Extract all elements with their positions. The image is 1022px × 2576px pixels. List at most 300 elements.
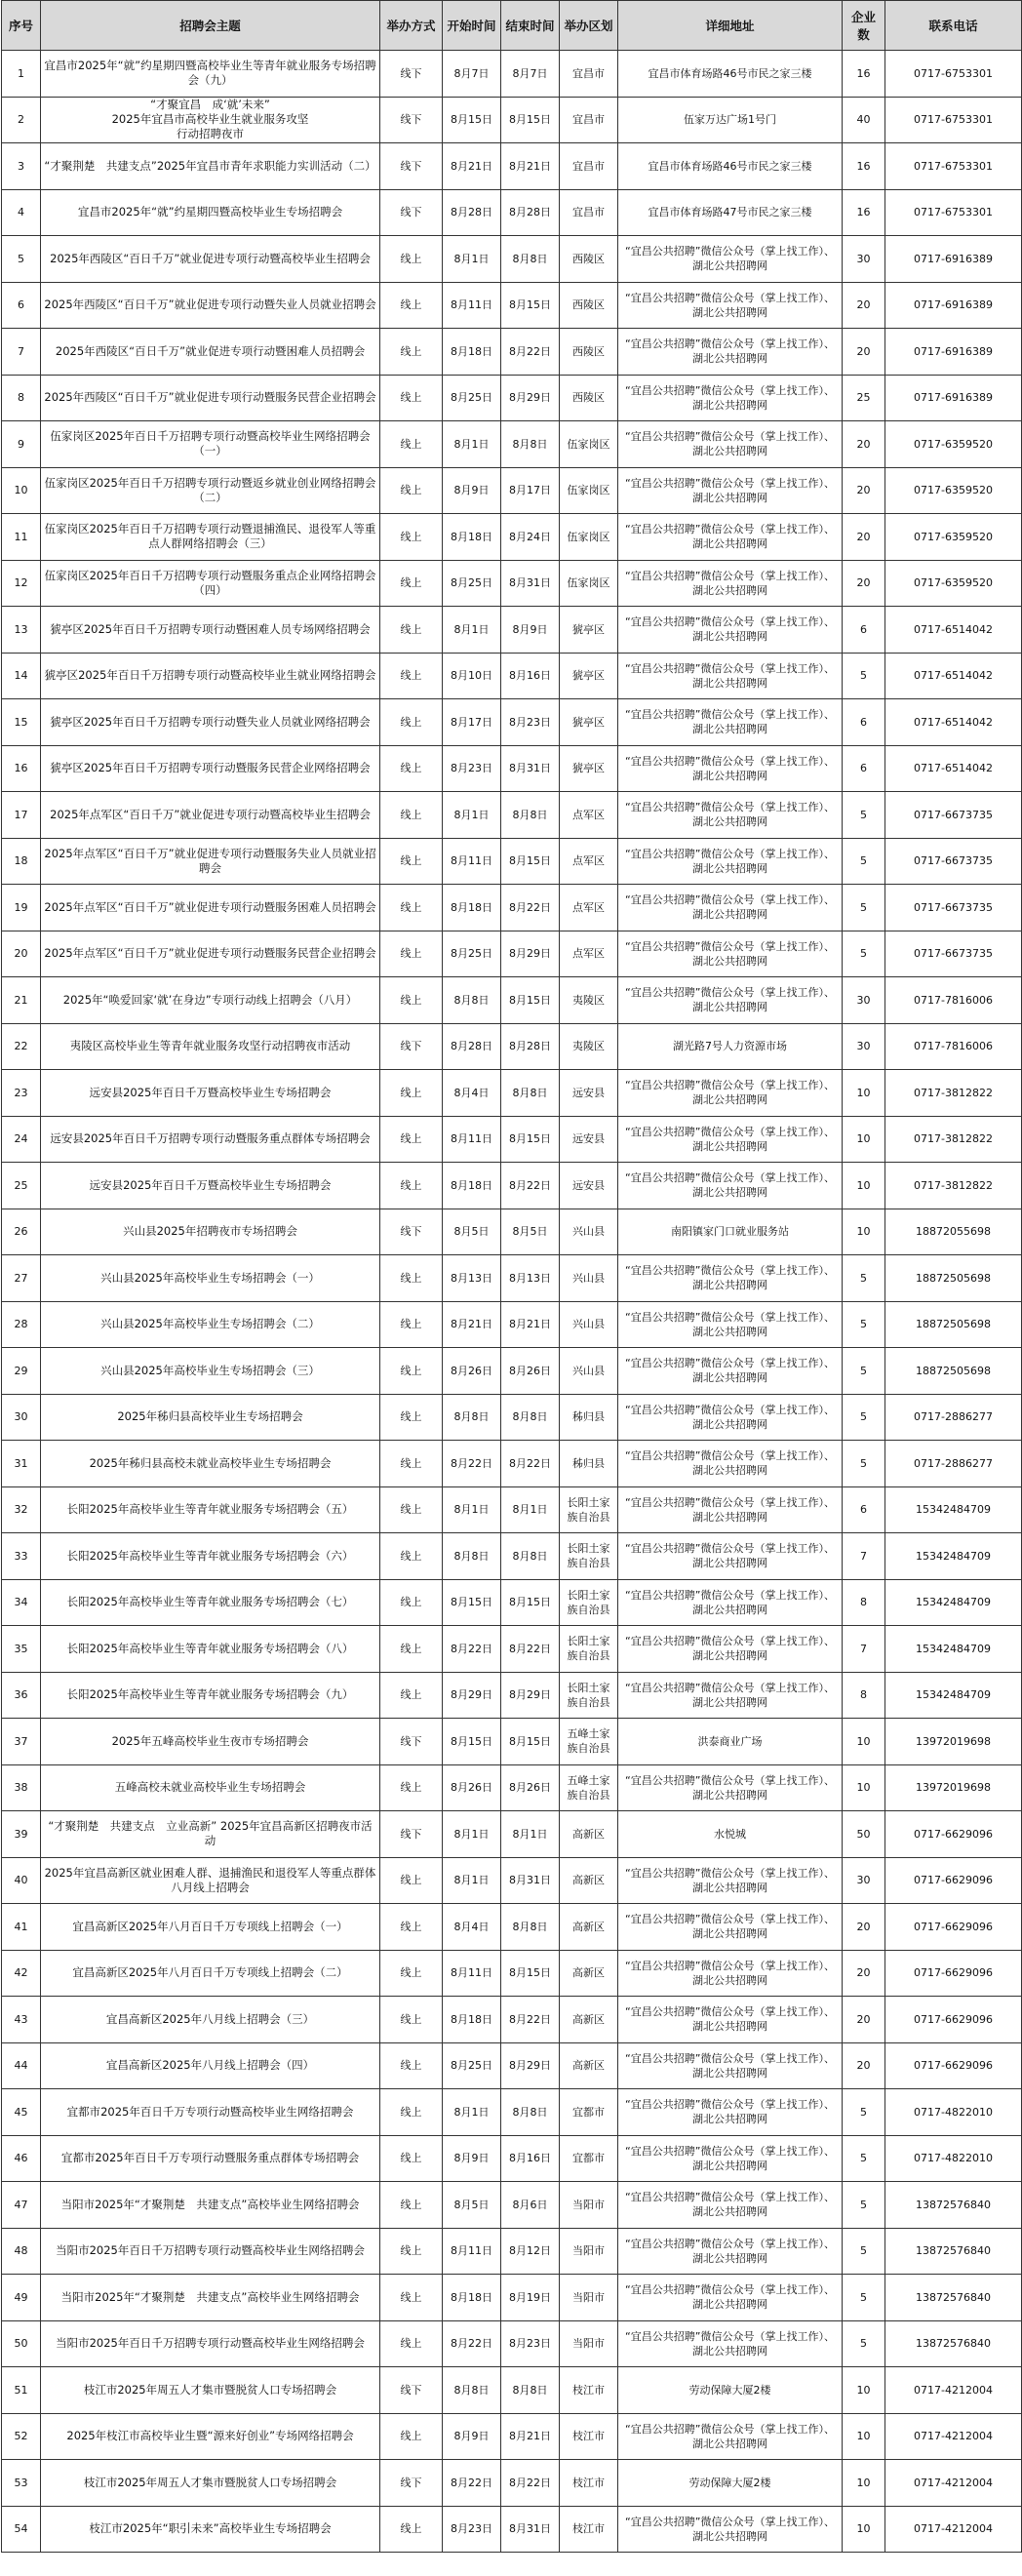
cell-end-date: 8月31日 [501,2506,560,2553]
cell-theme: 2025年秭归县高校未就业高校毕业生专场招聘会 [41,1441,380,1487]
cell-no: 39 [2,1811,41,1858]
cell-mode: 线上 [380,745,443,792]
cell-company-count: 10 [843,2506,885,2553]
cell-no: 13 [2,607,41,654]
cell-end-date: 8月29日 [501,1672,560,1719]
cell-company-count: 20 [843,514,885,561]
cell-theme: 2025年西陵区“百日千万”就业促进专项行动暨高校毕业生招聘会 [41,236,380,283]
cell-address: “宜昌公共招聘”微信公众号（掌上找工作）、湖北公共招聘网 [618,792,843,839]
cell-mode: 线下 [380,1719,443,1765]
cell-phone: 0717-6514042 [885,653,1022,699]
cell-no: 51 [2,2367,41,2414]
cell-end-date: 8月6日 [501,2182,560,2229]
cell-phone: 0717-6753301 [885,51,1022,98]
header-end: 结束时间 [501,1,560,51]
cell-end-date: 8月29日 [501,931,560,977]
cell-no: 17 [2,792,41,839]
cell-end-date: 8月12日 [501,2228,560,2275]
cell-mode: 线上 [380,1579,443,1626]
table-row [2,143,1022,190]
cell-theme: 2025年“唤爱回家‘就’在身边”专项行动线上招聘会（八月） [41,977,380,1024]
cell-company-count: 30 [843,1023,885,1070]
cell-end-date: 8月31日 [501,1857,560,1904]
cell-end-date: 8月13日 [501,1255,560,1302]
cell-no: 5 [2,236,41,283]
cell-phone: 0717-6753301 [885,143,1022,190]
cell-theme: 长阳2025年高校毕业生等青年就业服务专场招聘会（八） [41,1626,380,1673]
cell-district: 点军区 [560,931,618,977]
cell-mode: 线上 [380,1950,443,1997]
cell-no: 25 [2,1163,41,1209]
cell-mode: 线上 [380,1255,443,1302]
cell-company-count: 6 [843,1486,885,1533]
cell-mode: 线上 [380,1626,443,1673]
cell-phone: 13872576840 [885,2320,1022,2367]
cell-no: 24 [2,1116,41,1163]
cell-start-date: 8月8日 [443,1394,501,1441]
cell-theme: 夷陵区高校毕业生等青年就业服务攻坚行动招聘夜市活动 [41,1023,380,1070]
cell-district: 远安县 [560,1070,618,1117]
cell-company-count: 6 [843,699,885,746]
cell-district: 远安县 [560,1116,618,1163]
cell-address: “宜昌公共招聘”微信公众号（掌上找工作）、湖北公共招聘网 [618,2506,843,2553]
cell-no: 4 [2,189,41,236]
cell-no: 52 [2,2413,41,2460]
cell-theme: 兴山县2025年招聘夜市专场招聘会 [41,1209,380,1255]
cell-start-date: 8月1日 [443,236,501,283]
header-address: 详细地址 [618,1,843,51]
cell-theme: 长阳2025年高校毕业生等青年就业服务专场招聘会（七） [41,1579,380,1626]
cell-mode: 线上 [380,375,443,421]
cell-no: 2 [2,97,41,143]
cell-address: 洪泰商业广场 [618,1719,843,1765]
cell-phone: 0717-6514042 [885,745,1022,792]
cell-end-date: 8月8日 [501,421,560,468]
cell-start-date: 8月5日 [443,1209,501,1255]
cell-phone: 0717-6673735 [885,885,1022,931]
table-row [2,97,1022,143]
cell-end-date: 8月8日 [501,1904,560,1951]
cell-mode: 线上 [380,1348,443,1395]
cell-start-date: 8月7日 [443,51,501,98]
cell-start-date: 8月11日 [443,1116,501,1163]
cell-theme: 当阳市2025年百日千万招聘专项行动暨高校毕业生网络招聘会 [41,2320,380,2367]
cell-start-date: 8月13日 [443,1255,501,1302]
table-header [2,1,1022,51]
cell-address: “宜昌公共招聘”微信公众号（掌上找工作）、湖北公共招聘网 [618,375,843,421]
cell-company-count: 10 [843,1209,885,1255]
cell-address: “宜昌公共招聘”微信公众号（掌上找工作）、湖北公共招聘网 [618,1116,843,1163]
table-row [2,2089,1022,2136]
cell-phone: 0717-6629096 [885,2042,1022,2089]
cell-theme: 宜昌高新区2025年八月百日千万专项线上招聘会（二） [41,1950,380,1997]
cell-theme: 宜昌市2025年“就”约星期四暨高校毕业生专场招聘会 [41,189,380,236]
cell-district: 伍家岗区 [560,421,618,468]
cell-mode: 线上 [380,514,443,561]
cell-no: 8 [2,375,41,421]
cell-phone: 0717-6514042 [885,607,1022,654]
cell-start-date: 8月1日 [443,2089,501,2136]
cell-end-date: 8月1日 [501,1811,560,1858]
table-row [2,2413,1022,2460]
cell-theme: 兴山县2025年高校毕业生专场招聘会（三） [41,1348,380,1395]
cell-address: “宜昌公共招聘”微信公众号（掌上找工作）、湖北公共招聘网 [618,236,843,283]
table-row [2,2367,1022,2414]
cell-end-date: 8月22日 [501,1163,560,1209]
table-row [2,2182,1022,2229]
cell-company-count: 5 [843,1394,885,1441]
cell-company-count: 30 [843,1857,885,1904]
cell-phone: 15342484709 [885,1533,1022,1580]
cell-company-count: 30 [843,977,885,1024]
cell-mode: 线下 [380,1811,443,1858]
header-no: 序号 [2,1,41,51]
cell-end-date: 8月22日 [501,2460,560,2507]
table-row [2,514,1022,561]
cell-no: 44 [2,2042,41,2089]
cell-district: 兴山县 [560,1301,618,1348]
cell-start-date: 8月11日 [443,282,501,329]
cell-start-date: 8月9日 [443,467,501,514]
cell-phone: 0717-6916389 [885,329,1022,376]
cell-district: 枝江市 [560,2506,618,2553]
cell-phone: 0717-6916389 [885,236,1022,283]
cell-company-count: 5 [843,931,885,977]
cell-start-date: 8月28日 [443,189,501,236]
cell-start-date: 8月18日 [443,1163,501,1209]
cell-start-date: 8月15日 [443,1719,501,1765]
cell-district: 西陵区 [560,329,618,376]
cell-district: 猇亭区 [560,699,618,746]
table-row [2,51,1022,98]
header-phone: 联系电话 [885,1,1022,51]
cell-district: 宜昌市 [560,189,618,236]
cell-end-date: 8月22日 [501,1626,560,1673]
cell-start-date: 8月18日 [443,329,501,376]
cell-theme: 枝江市2025年周五人才集市暨脱贫人口专场招聘会 [41,2367,380,2414]
cell-phone: 13972019698 [885,1719,1022,1765]
cell-district: 长阳土家族自治县 [560,1486,618,1533]
cell-no: 46 [2,2135,41,2182]
cell-district: 远安县 [560,1163,618,1209]
cell-company-count: 25 [843,375,885,421]
cell-address: “宜昌公共招聘”微信公众号（掌上找工作）、湖北公共招聘网 [618,653,843,699]
cell-phone: 0717-6916389 [885,375,1022,421]
cell-company-count: 5 [843,2089,885,2136]
table-row [2,1116,1022,1163]
cell-address: 劳动保障大厦2楼 [618,2460,843,2507]
cell-district: 伍家岗区 [560,514,618,561]
cell-theme: 宜昌市2025年“就”约星期四暨高校毕业生等青年就业服务专场招聘会（九） [41,51,380,98]
cell-no: 47 [2,2182,41,2229]
cell-end-date: 8月22日 [501,1997,560,2043]
cell-company-count: 20 [843,282,885,329]
table-row [2,2506,1022,2553]
cell-phone: 0717-4822010 [885,2135,1022,2182]
cell-phone: 15342484709 [885,1672,1022,1719]
cell-mode: 线上 [380,421,443,468]
cell-address: “宜昌公共招聘”微信公众号（掌上找工作）、湖北公共招聘网 [618,931,843,977]
cell-theme: 2025年西陵区“百日千万”就业促进专项行动暨服务民营企业招聘会 [41,375,380,421]
cell-phone: 0717-6673735 [885,838,1022,885]
cell-phone: 0717-6629096 [885,1904,1022,1951]
cell-end-date: 8月16日 [501,653,560,699]
header-companies: 企业数 [843,1,885,51]
cell-mode: 线上 [380,2042,443,2089]
cell-start-date: 8月25日 [443,931,501,977]
cell-address: “宜昌公共招聘”微信公众号（掌上找工作）、湖北公共招聘网 [618,838,843,885]
cell-phone: 18872505698 [885,1255,1022,1302]
cell-mode: 线上 [380,1394,443,1441]
cell-mode: 线下 [380,1209,443,1255]
cell-address: “宜昌公共招聘”微信公众号（掌上找工作）、湖北公共招聘网 [618,2320,843,2367]
table-row [2,1209,1022,1255]
table-row [2,1626,1022,1673]
cell-no: 30 [2,1394,41,1441]
cell-company-count: 6 [843,607,885,654]
cell-address: “宜昌公共招聘”微信公众号（掌上找工作）、湖北公共招聘网 [618,1904,843,1951]
cell-address: 宜昌市体育场路46号市民之家三楼 [618,143,843,190]
cell-end-date: 8月22日 [501,885,560,931]
table-row [2,2042,1022,2089]
cell-mode: 线上 [380,1672,443,1719]
cell-mode: 线上 [380,838,443,885]
cell-district: 宜都市 [560,2089,618,2136]
cell-company-count: 20 [843,2042,885,2089]
cell-end-date: 8月5日 [501,1209,560,1255]
cell-mode: 线上 [380,467,443,514]
cell-no: 22 [2,1023,41,1070]
cell-company-count: 50 [843,1811,885,1858]
table-row [2,1394,1022,1441]
cell-start-date: 8月4日 [443,1070,501,1117]
cell-phone: 13872576840 [885,2228,1022,2275]
table-row [2,1672,1022,1719]
cell-mode: 线上 [380,2506,443,2553]
cell-address: “宜昌公共招聘”微信公众号（掌上找工作）、湖北公共招聘网 [618,2228,843,2275]
table-row [2,931,1022,977]
cell-theme: 宜都市2025年百日千万专项行动暨服务重点群体专场招聘会 [41,2135,380,2182]
cell-theme: 宜昌高新区2025年八月线上招聘会（四） [41,2042,380,2089]
cell-mode: 线上 [380,2275,443,2321]
cell-start-date: 8月18日 [443,885,501,931]
table-row [2,607,1022,654]
cell-address: “宜昌公共招聘”微信公众号（掌上找工作）、湖北公共招聘网 [618,2413,843,2460]
cell-start-date: 8月26日 [443,1764,501,1811]
cell-phone: 0717-4822010 [885,2089,1022,2136]
cell-theme: 五峰高校未就业高校毕业生专场招聘会 [41,1764,380,1811]
cell-district: 当阳市 [560,2228,618,2275]
cell-phone: 0717-6359520 [885,467,1022,514]
cell-company-count: 10 [843,1070,885,1117]
cell-theme: 猇亭区2025年百日千万招聘专项行动暨服务民营企业网络招聘会 [41,745,380,792]
cell-district: 点军区 [560,792,618,839]
cell-mode: 线上 [380,2135,443,2182]
cell-address: “宜昌公共招聘”微信公众号（掌上找工作）、湖北公共招聘网 [618,1997,843,2043]
cell-no: 9 [2,421,41,468]
cell-phone: 0717-6359520 [885,560,1022,607]
cell-start-date: 8月8日 [443,1533,501,1580]
table-row [2,838,1022,885]
cell-district: 当阳市 [560,2182,618,2229]
cell-district: 秭归县 [560,1394,618,1441]
cell-start-date: 8月4日 [443,1904,501,1951]
cell-start-date: 8月1日 [443,1486,501,1533]
cell-company-count: 20 [843,1950,885,1997]
cell-address: “宜昌公共招聘”微信公众号（掌上找工作）、湖北公共招聘网 [618,1950,843,1997]
cell-start-date: 8月18日 [443,1997,501,2043]
cell-mode: 线下 [380,97,443,143]
cell-no: 35 [2,1626,41,1673]
cell-phone: 18872505698 [885,1348,1022,1395]
table-row [2,2135,1022,2182]
cell-district: 高新区 [560,2042,618,2089]
cell-theme: 长阳2025年高校毕业生等青年就业服务专场招聘会（六） [41,1533,380,1580]
cell-no: 49 [2,2275,41,2321]
cell-phone: 0717-6753301 [885,97,1022,143]
cell-theme: 2025年西陵区“百日千万”就业促进专项行动暨困难人员招聘会 [41,329,380,376]
cell-end-date: 8月22日 [501,329,560,376]
cell-district: 兴山县 [560,1348,618,1395]
cell-address: “宜昌公共招聘”微信公众号（掌上找工作）、湖北公共招聘网 [618,1070,843,1117]
cell-theme: 长阳2025年高校毕业生等青年就业服务专场招聘会（九） [41,1672,380,1719]
cell-phone: 15342484709 [885,1486,1022,1533]
cell-district: 枝江市 [560,2413,618,2460]
cell-district: 枝江市 [560,2367,618,2414]
table-row [2,1533,1022,1580]
cell-phone: 13972019698 [885,1764,1022,1811]
cell-address: “宜昌公共招聘”微信公众号（掌上找工作）、湖北公共招聘网 [618,1255,843,1302]
cell-end-date: 8月8日 [501,1533,560,1580]
table-row [2,2275,1022,2321]
cell-theme: 远安县2025年百日千万暨高校毕业生专场招聘会 [41,1163,380,1209]
cell-theme: 长阳2025年高校毕业生等青年就业服务专场招聘会（五） [41,1486,380,1533]
cell-company-count: 5 [843,2275,885,2321]
cell-end-date: 8月8日 [501,1394,560,1441]
cell-address: “宜昌公共招聘”微信公众号（掌上找工作）、湖北公共招聘网 [618,329,843,376]
cell-address: “宜昌公共招聘”微信公众号（掌上找工作）、湖北公共招聘网 [618,699,843,746]
cell-theme: 当阳市2025年“才聚荆楚 共建支点”高校毕业生网络招聘会 [41,2182,380,2229]
cell-mode: 线上 [380,1533,443,1580]
cell-mode: 线上 [380,653,443,699]
table-row [2,560,1022,607]
cell-start-date: 8月1日 [443,792,501,839]
cell-no: 29 [2,1348,41,1395]
cell-mode: 线上 [380,282,443,329]
cell-theme: 当阳市2025年百日千万招聘专项行动暨高校毕业生网络招聘会 [41,2228,380,2275]
cell-end-date: 8月15日 [501,1579,560,1626]
cell-company-count: 5 [843,1255,885,1302]
cell-phone: 0717-2886277 [885,1394,1022,1441]
cell-theme: 2025年五峰高校毕业生夜市专场招聘会 [41,1719,380,1765]
cell-end-date: 8月9日 [501,607,560,654]
cell-end-date: 8月16日 [501,2135,560,2182]
cell-no: 37 [2,1719,41,1765]
table-row [2,1486,1022,1533]
table-row [2,1441,1022,1487]
cell-end-date: 8月22日 [501,1441,560,1487]
cell-phone: 0717-6514042 [885,699,1022,746]
cell-mode: 线上 [380,1857,443,1904]
cell-company-count: 20 [843,1904,885,1951]
cell-no: 26 [2,1209,41,1255]
cell-theme: 2025年点军区“百日千万”就业促进专项行动暨高校毕业生招聘会 [41,792,380,839]
cell-start-date: 8月1日 [443,1857,501,1904]
cell-district: 长阳土家族自治县 [560,1626,618,1673]
cell-company-count: 10 [843,1116,885,1163]
cell-start-date: 8月22日 [443,2320,501,2367]
cell-start-date: 8月15日 [443,97,501,143]
cell-mode: 线下 [380,1023,443,1070]
cell-no: 3 [2,143,41,190]
table-row [2,236,1022,283]
cell-phone: 15342484709 [885,1626,1022,1673]
header-start: 开始时间 [443,1,501,51]
cell-district: 夷陵区 [560,1023,618,1070]
cell-start-date: 8月1日 [443,607,501,654]
cell-company-count: 10 [843,2367,885,2414]
cell-phone: 15342484709 [885,1579,1022,1626]
cell-mode: 线上 [380,2089,443,2136]
cell-end-date: 8月19日 [501,2275,560,2321]
cell-theme: 当阳市2025年“才聚荆楚 共建支点”高校毕业生网络招聘会 [41,2275,380,2321]
cell-district: 兴山县 [560,1255,618,1302]
cell-mode: 线下 [380,2460,443,2507]
cell-end-date: 8月23日 [501,2320,560,2367]
cell-district: 伍家岗区 [560,467,618,514]
cell-end-date: 8月15日 [501,977,560,1024]
cell-mode: 线上 [380,1116,443,1163]
cell-start-date: 8月18日 [443,514,501,561]
cell-phone: 18872505698 [885,1301,1022,1348]
cell-end-date: 8月29日 [501,375,560,421]
cell-no: 34 [2,1579,41,1626]
header-district: 举办区划 [560,1,618,51]
cell-district: 宜昌市 [560,51,618,98]
cell-end-date: 8月8日 [501,2367,560,2414]
cell-address: “宜昌公共招聘”微信公众号（掌上找工作）、湖北公共招聘网 [618,607,843,654]
cell-address: “宜昌公共招聘”微信公众号（掌上找工作）、湖北公共招聘网 [618,1348,843,1395]
cell-start-date: 8月21日 [443,143,501,190]
cell-address: “宜昌公共招聘”微信公众号（掌上找工作）、湖北公共招聘网 [618,1486,843,1533]
cell-company-count: 5 [843,653,885,699]
cell-no: 10 [2,467,41,514]
cell-end-date: 8月21日 [501,1301,560,1348]
cell-end-date: 8月17日 [501,467,560,514]
cell-theme: 伍家岗区2025年百日千万招聘专项行动暨返乡就业创业网络招聘会（二） [41,467,380,514]
job-fair-table [1,0,1022,2553]
cell-mode: 线上 [380,1163,443,1209]
cell-phone: 0717-3812822 [885,1070,1022,1117]
cell-address: “宜昌公共招聘”微信公众号（掌上找工作）、湖北公共招聘网 [618,885,843,931]
cell-district: 伍家岗区 [560,560,618,607]
cell-end-date: 8月23日 [501,699,560,746]
cell-mode: 线上 [380,1441,443,1487]
cell-address: “宜昌公共招聘”微信公众号（掌上找工作）、湖北公共招聘网 [618,1441,843,1487]
table-row [2,1857,1022,1904]
cell-end-date: 8月8日 [501,2089,560,2136]
cell-end-date: 8月15日 [501,1719,560,1765]
cell-start-date: 8月25日 [443,560,501,607]
table-row [2,792,1022,839]
cell-no: 12 [2,560,41,607]
cell-no: 14 [2,653,41,699]
cell-start-date: 8月18日 [443,2275,501,2321]
cell-company-count: 20 [843,1997,885,2043]
cell-address: “宜昌公共招聘”微信公众号（掌上找工作）、湖北公共招聘网 [618,1301,843,1348]
table-row [2,1719,1022,1765]
cell-company-count: 5 [843,838,885,885]
